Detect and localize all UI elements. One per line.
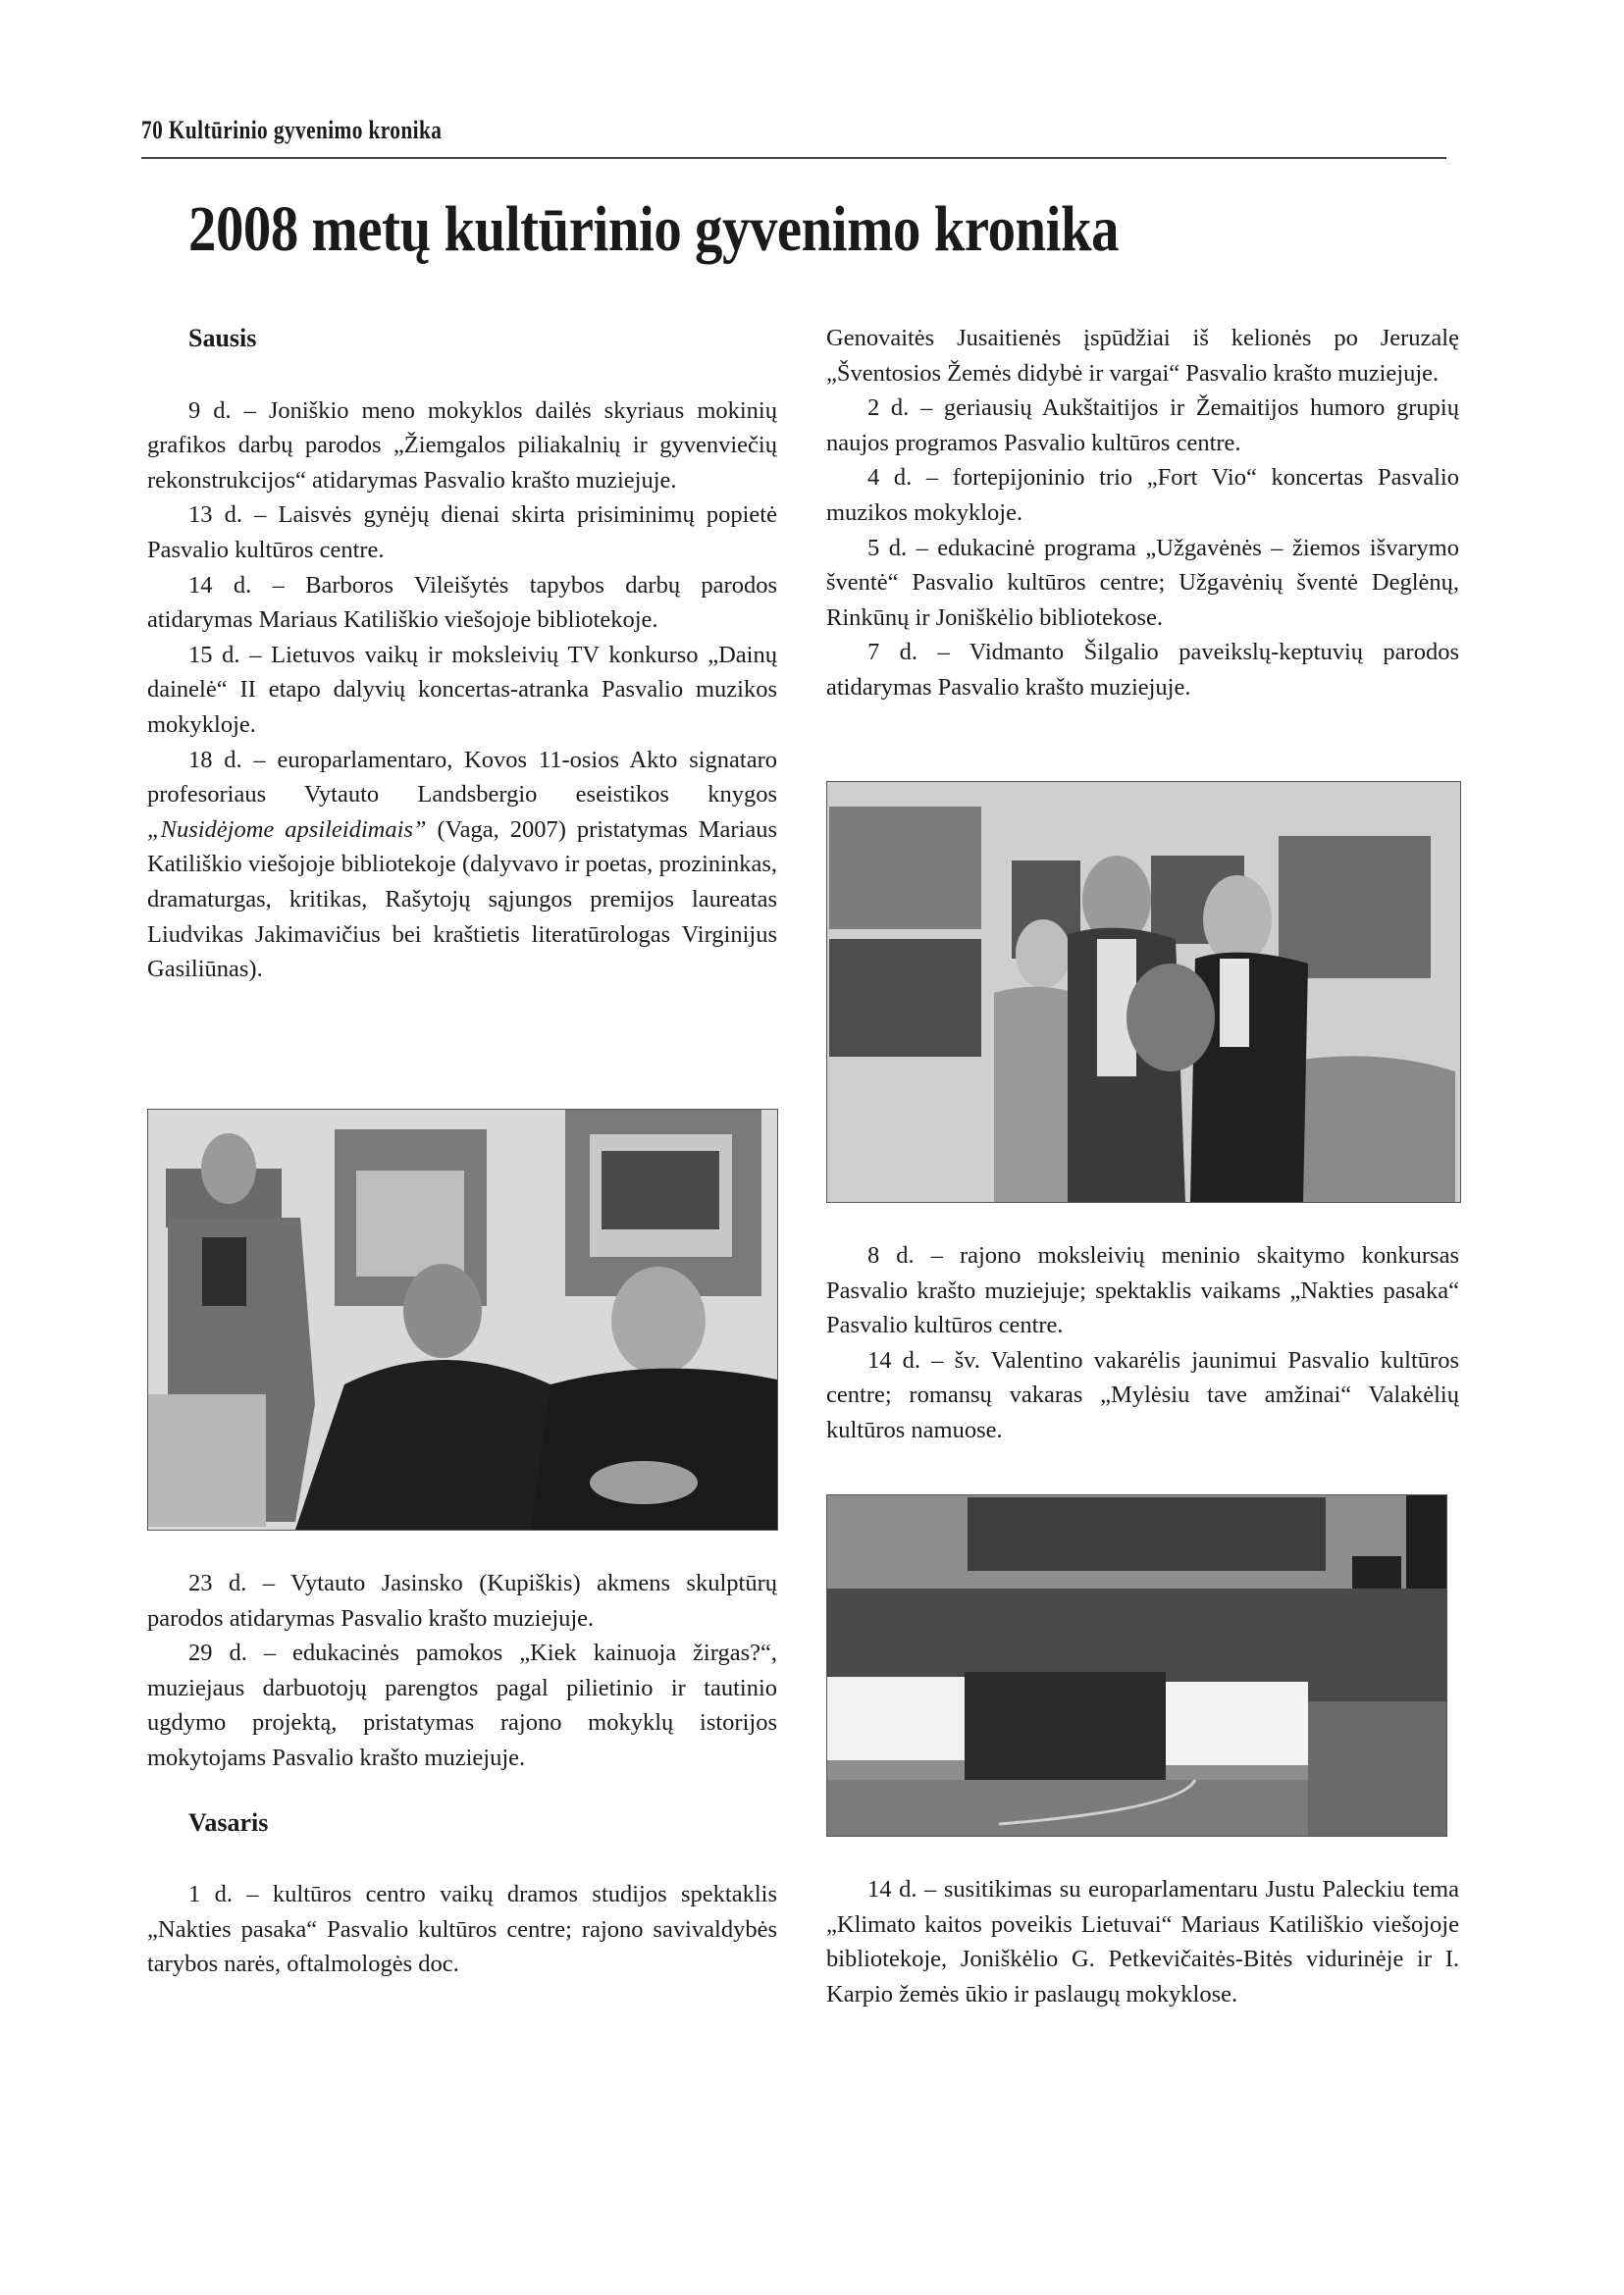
chronicle-entry: 2 d. – geriausių Aukštaitijos ir Žemaitijos humoro grupių naujos programos Pasvalio kultūros centre.: [826, 394, 1459, 456]
page-title: 2008 metų kultūrinio gyvenimo kronika: [188, 193, 1120, 265]
book-title: „Nusidėjome apsileidimais”: [147, 815, 427, 843]
chronicle-entry: 4 d. – fortepijoninio trio „Fort Vio“ koncertas Pasvalio muzikos mokykloje.: [826, 464, 1459, 526]
chronicle-entry: 23 d. – Vytauto Jasinsko (Kupiškis) akmens skulptūrų parodos atidarymas Pasvalio krašto muziejuje.: [147, 1570, 777, 1632]
entry-text: (Vaga, 2007) pristatymas Mariaus Katiliškio viešojoje bibliotekoje (dalyvavo ir poetas, prozininkas, dramaturgas, kritikas, Rašytojų sąjungos premijos laureatas Liudvikas Jakimavičius bei kraštietis literatūrologas Virginijus Gasiliūnas).: [147, 815, 778, 983]
photo-image: [827, 1495, 1446, 1836]
month-heading-sausis: Sausis: [188, 324, 257, 352]
running-head: 70 Kultūrinio gyvenimo kronika: [141, 116, 443, 144]
entry-text: 18 d. – europarlamentaro, Kovos 11-osios Akto signataro profesoriaus Vytauto Landsbergio eseistikos knygos: [147, 746, 777, 808]
chronicle-entry: 29 d. – edukacinės pamokos „Kiek kainuoja žirgas?“, muziejaus darbuotojų parengtos pagal pilietinio ir tautinio ugdymo projektą, pristatymas rajono mokyklų istorijos mokytojams Pasvalio krašto muziejuje.: [147, 1640, 777, 1771]
right-column-bottom: [826, 1872, 1459, 2011]
chronicle-entry: 14 d. – susitikimas su europarlamentaru Justu Paleckiu tema „Klimato kaitos poveikis Lietuvai“ Mariaus Katiliškio viešojoje bibliotekoje, Joniškėlio G. Petkevičaitės-Bitės vidurinėje ir I. Karpio žemės ūkio ir paslaugų mokyklose.: [826, 1876, 1459, 2008]
right-column-top: [826, 321, 1459, 705]
right-column-middle: [826, 1238, 1459, 1448]
photo-banquet-hall: [826, 1494, 1447, 1837]
chronicle-entry: 14 d. – šv. Valentino vakarėlis jaunimui Pasvalio kultūros centre; romansų vakaras „Mylėsiu tave amžinai“ Valakėlių kultūros namuose.: [826, 1346, 1459, 1443]
chronicle-entry: 13 d. – Laisvės gynėjų dienai skirta prisiminimų popietė Pasvalio kultūros centre.: [147, 501, 777, 563]
header-rule: [141, 157, 1446, 159]
photo-image: [148, 1110, 777, 1530]
chronicle-entry: 8 d. – rajono moksleivių meninio skaitymo konkursas Pasvalio krašto muziejuje; spektaklis vaikams „Nakties pasaka“ Pasvalio kultūros centre.: [826, 1242, 1459, 1339]
chronicle-entry: 14 d. – Barboros Vileišytės tapybos darbų parodos atidarymas Mariaus Katiliškio viešojoje bibliotekoje.: [147, 571, 777, 634]
chronicle-entry: 5 d. – edukacinė programa „Užgavėnės – žiemos išvarymo šventė“ Pasvalio kultūros centre; Užgavėnių šventė Deglėnų, Rinkūnų ir Joniškėlio bibliotekose.: [826, 534, 1459, 631]
chronicle-entry: 7 d. – Vidmanto Šilgalio paveikslų-keptuvių parodos atidarymas Pasvalio krašto muziejuje.: [826, 639, 1459, 701]
photo-image: [827, 782, 1460, 1202]
photo-book-presentation: [147, 1109, 778, 1531]
left-column-bottom: [147, 1566, 777, 1982]
chronicle-entry-continued: Genovaitės Jusaitienės įspūdžiai iš kelionės po Jeruzalę „Šventosios Žemės didybė ir vargai“ Pasvalio krašto muziejuje.: [826, 325, 1459, 387]
chronicle-entry: 9 d. – Joniškio meno mokyklos dailės skyriaus mokinių grafikos darbų parodos „Žiemgalos piliakalnių ir gyvenviečių rekonstrukcijos“ atidarymas Pasvalio krašto muziejuje.: [147, 396, 777, 494]
chronicle-entry: [147, 743, 777, 987]
photo-family-exhibition: [826, 781, 1461, 1203]
left-column-top: [147, 321, 777, 987]
chronicle-entry: 15 d. – Lietuvos vaikų ir moksleivių TV konkurso „Dainų dainelė“ II etapo dalyvių koncertas-atranka Pasvalio muzikos mokykloje.: [147, 641, 777, 738]
chronicle-entry: 1 d. – kultūros centro vaikų dramos studijos spektaklis „Nakties pasaka“ Pasvalio kultūros centre; rajono savivaldybės tarybos narės, oftalmologės doc.: [147, 1881, 777, 1978]
month-heading-vasaris: Vasaris: [188, 1807, 269, 1837]
